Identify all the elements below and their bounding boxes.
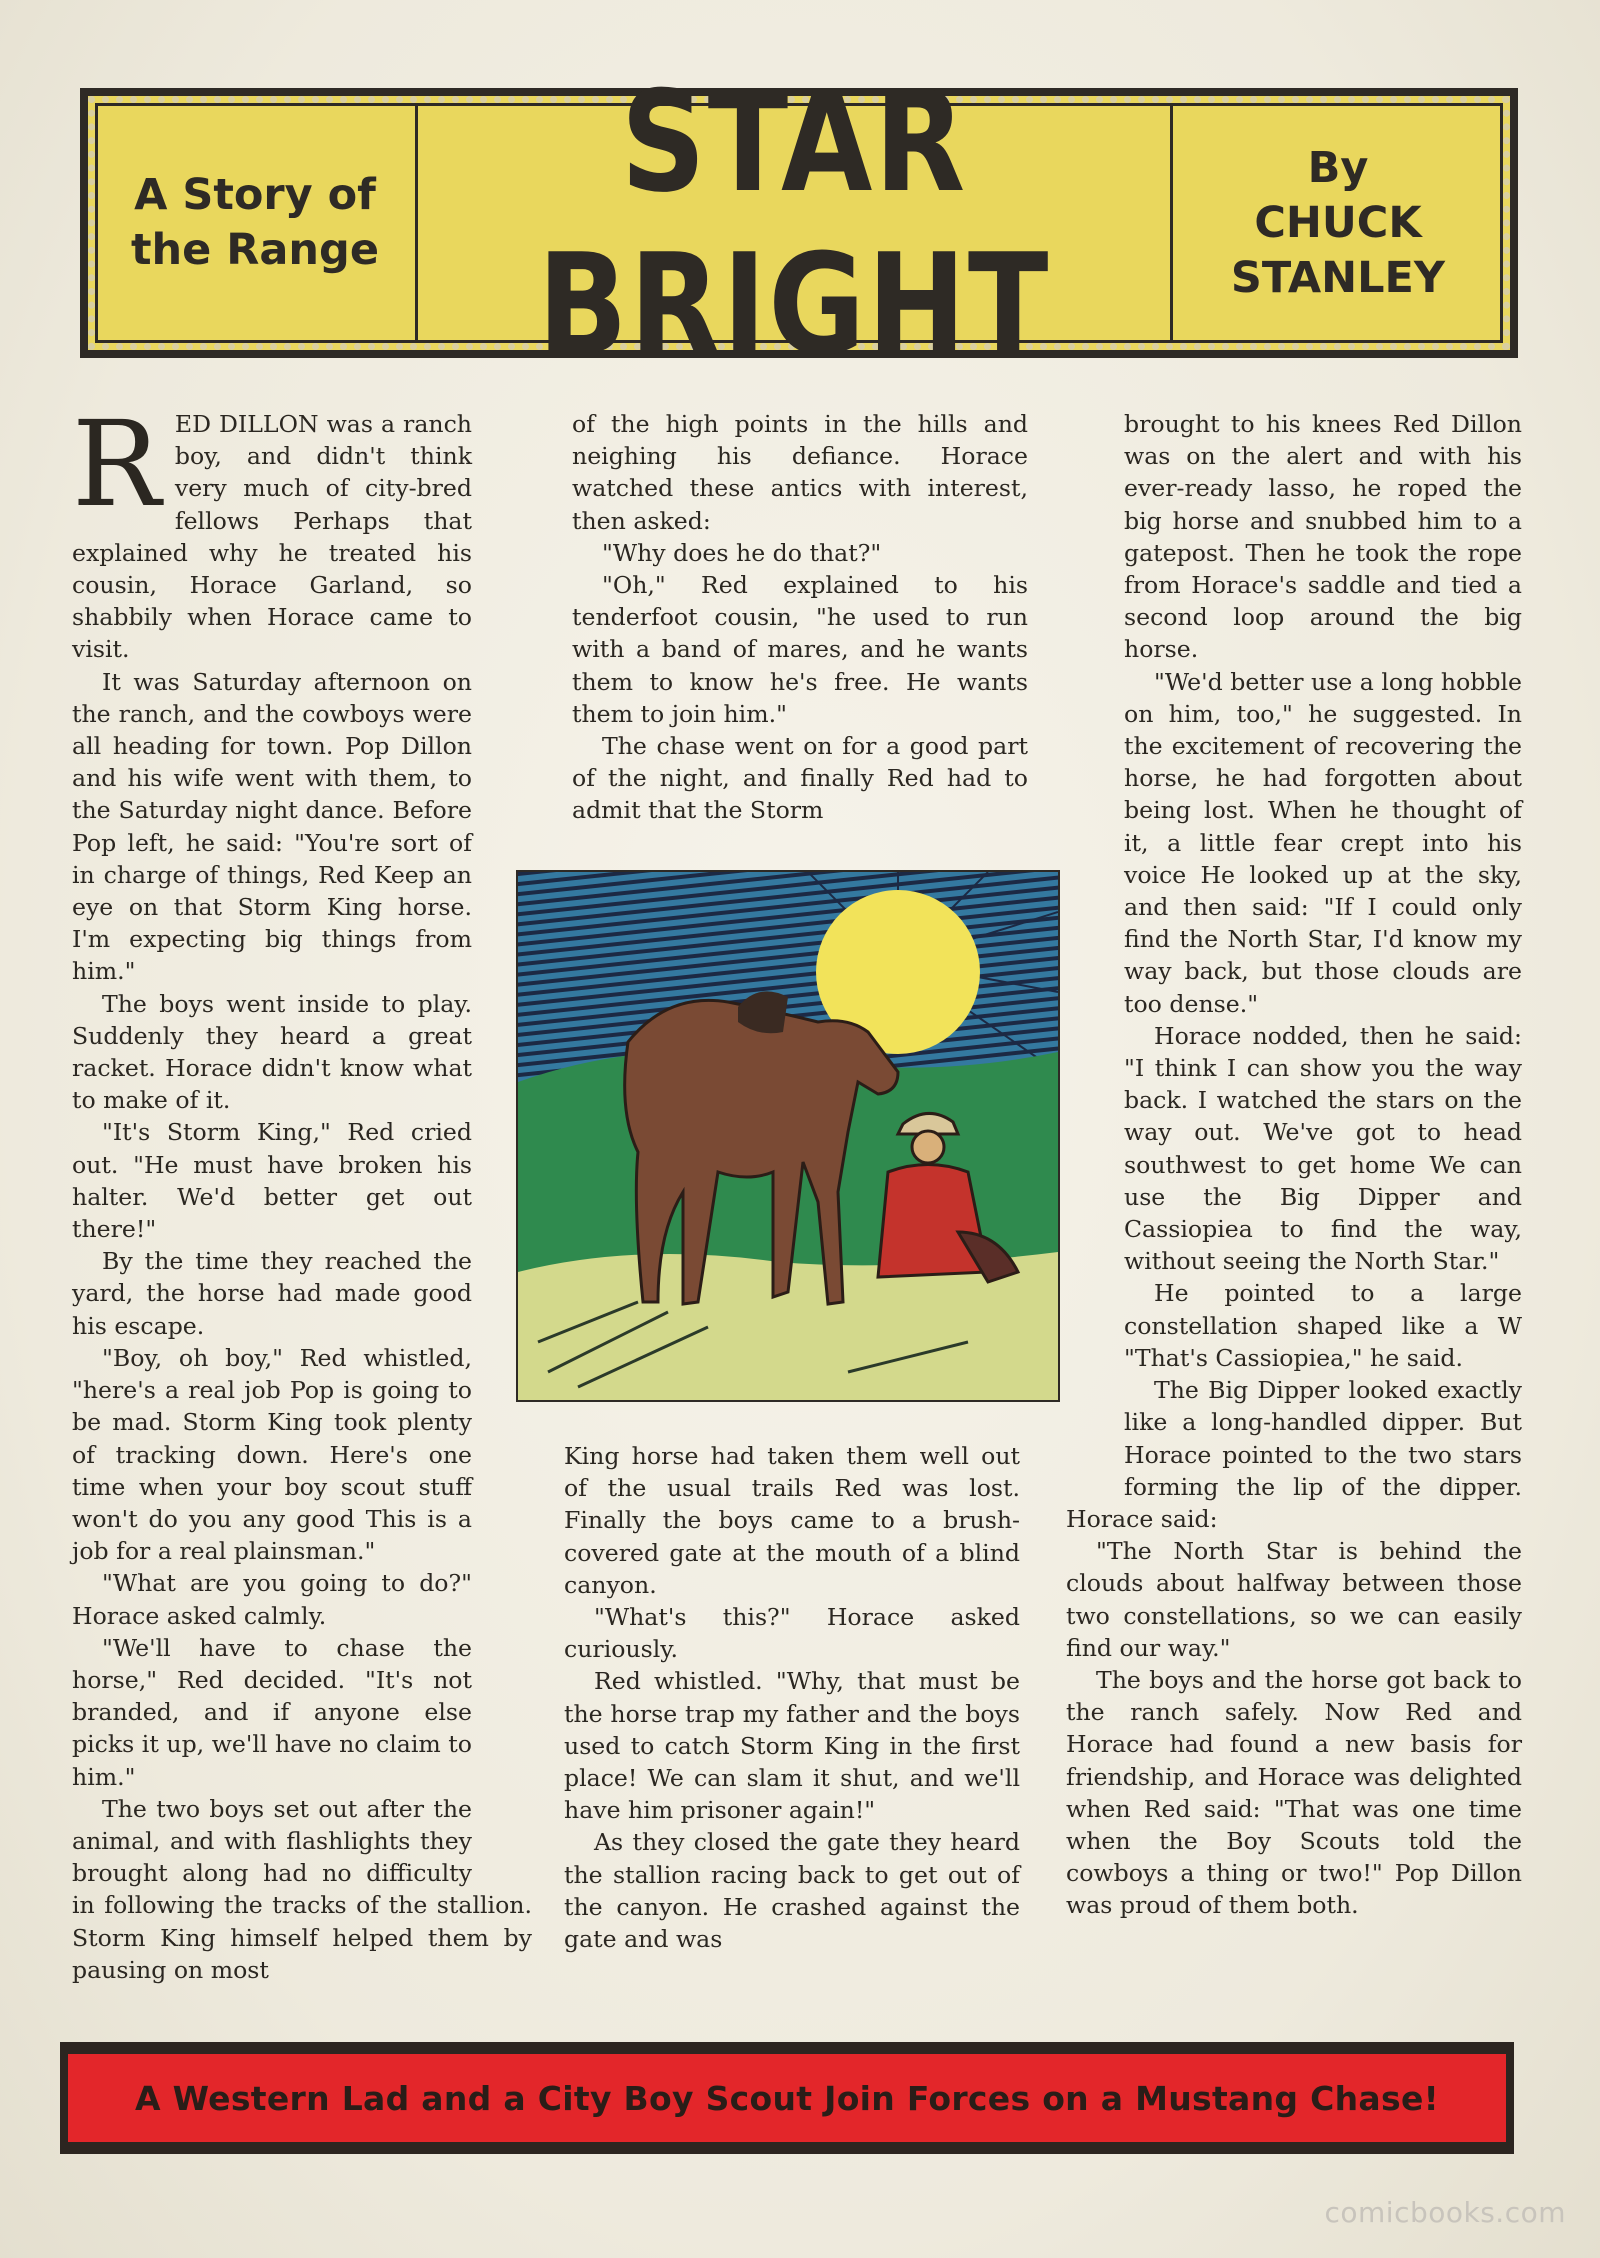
paragraph: "We'll have to chase the horse," Red decided. "It's not branded, and if anyone else picks it up, we'll have no claim to him." <box>72 1633 472 1791</box>
paragraph: "The North Star is behind the clouds about halfway between those two constellations, so we can easily find our way." <box>1066 1537 1522 1662</box>
paragraph: It was Saturday afternoon on the ranch, and the cowboys were all heading for town. Pop Dillon and his wife went with them, to the Saturday night dance. Before Pop left, he said: "You're sort of in charge of things, Red Keep an eye on that Storm King horse. I'm expecting big things from him." <box>72 667 472 986</box>
column-2-bottom-paragraphs <box>564 1440 1020 1955</box>
paragraph: brought to his knees Red Dillon was on the alert and with his ever-ready lasso, he roped the big horse and snubbed him to a gatepost. Then he took the rope from Horace's saddle and tied a second loop around the big horse. <box>1124 410 1522 664</box>
paragraph: "Boy, oh boy," Red whistled, "here's a real job Pop is going to be mad. Storm King took plenty of tracking down. Here's one time when your boy scout stuff won't do you any good This is a job for a real plainsman." <box>72 1343 472 1566</box>
paragraph: The chase went on for a good part of the night, and finally Red had to admit that the Storm <box>572 732 1028 825</box>
paragraph: "Oh," Red explained to his tenderfoot cousin, "he used to run with a band of mares, and he wants them to know he's free. He wants them to join him." <box>572 571 1028 728</box>
story-column-1 <box>72 395 532 1986</box>
column-1-paragraphs <box>72 395 532 1986</box>
story-column-2-bottom <box>564 1440 1020 1955</box>
paragraph: As they closed the gate they heard the stallion racing back to get out of the canyon. He crashed against the gate and was <box>564 1828 1020 1954</box>
story-title: STAR BRIGHT <box>537 60 1051 386</box>
story-column-3 <box>1066 408 1522 1922</box>
tagline-strip <box>60 2042 1514 2154</box>
byline-by: By <box>1307 142 1369 193</box>
byline-author: CHUCK STANLEY <box>1230 197 1446 303</box>
paragraph: Horace nodded, then he said: "I think I can show you the way back. I watched the stars on the way out. We've got to head southwest to get home We can use the Big Dipper and Cassiopiea to find the way, without seeing the North Star." <box>1124 1021 1522 1276</box>
horse-and-cowboy-moonlight-illustration <box>518 872 1058 1400</box>
title-banner <box>80 60 1518 386</box>
paragraph: ED DILLON was a ranch boy, and didn't think very much of city-bred fellows Perhaps that explained why he treated his cousin, Horace Garland, so shabbily when Horace came to visit. <box>72 410 472 664</box>
paragraph: By the time they reached the yard, the horse had made good his escape. <box>72 1247 472 1340</box>
paragraph: "What's this?" Horace asked curiously. <box>564 1603 1020 1664</box>
paragraph: "We'd better use a long hobble on him, too," he suggested. In the excitement of recovering the horse, he had forgotten about being lost. When he thought of it, a little fear crept into his voice He looked up at the sky, and then said: "If I could only find the North Star, I'd know my way back, but those clouds are too dense." <box>1124 667 1522 1018</box>
paragraph: "Why does he do that?" <box>602 538 882 567</box>
column-2-top-paragraphs <box>572 408 1028 827</box>
drop-cap: R <box>72 395 161 533</box>
paragraph: of the high points in the hills and neighing his defiance. Horace watched these antics with interest, then asked: <box>572 410 1028 535</box>
paragraph: Red whistled. "Why, that must be the horse trap my father and the boys used to catch Storm King in the first place! We can slam it shut, and we'll have him prisoner again!" <box>564 1667 1020 1825</box>
site-watermark: comicbooks.com <box>1324 2196 1566 2229</box>
story-tagline: A Story of the Range <box>95 103 418 343</box>
paragraph: He pointed to a large constellation shaped like a W "That's Cassiopiea," he said. <box>1124 1279 1522 1372</box>
paragraph: The boys and the horse got back to the ranch safely. Now Red and Horace had found a new basis for friendship, and Horace was delighted when Red said: "That was one time when the Boy Scouts told the cowboys a thing or two!" Pop Dillon was proud of them both. <box>1066 1665 1522 1920</box>
paragraph: The boys went inside to play. Suddenly they heard a great racket. Horace didn't know what to make of it. <box>72 989 472 1115</box>
banner-panel <box>88 60 1510 386</box>
strip-text: A Western Lad and a City Boy Scout Join Forces on a Mustang Chase! <box>68 2054 1506 2142</box>
paragraph: "What are you going to do?" Horace asked calmly. <box>72 1569 472 1630</box>
paragraph: "It's Storm King," Red cried out. "He must have broken his halter. We'd better get out there!" <box>72 1118 472 1244</box>
story-illustration <box>516 870 1060 1402</box>
story-column-2-top <box>572 408 1028 827</box>
paragraph: The two boys set out after the animal, and with flashlights they brought along had no difficulty in following the tracks of the stallion. Storm King himself helped them by pausing on most <box>72 1794 532 1984</box>
column-3-paragraphs <box>1066 408 1522 1922</box>
paragraph: King horse had taken them well out of the usual trails Red was lost. Finally the boys came to a brush-covered gate at the mouth of a blind canyon. <box>564 1442 1020 1599</box>
paragraph: The Big Dipper looked exactly like a long-handled dipper. But Horace pointed to the two stars forming the lip of the dipper. Horace said: <box>1066 1376 1522 1533</box>
story-byline <box>1170 103 1503 343</box>
